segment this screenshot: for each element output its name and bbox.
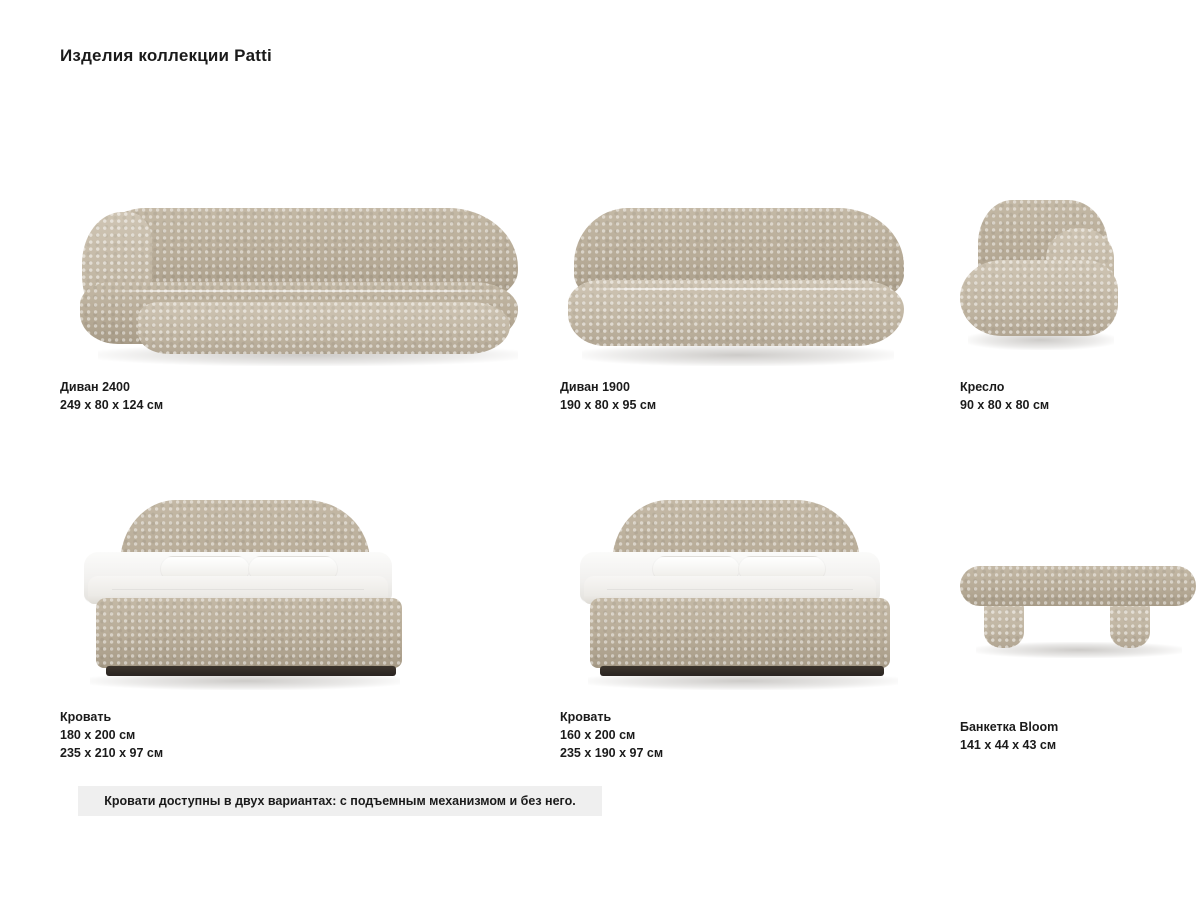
- product-dimensions: 90 x 80 x 80 см: [960, 398, 1050, 412]
- product-dimensions: 160 x 200 см: [560, 728, 636, 742]
- product-card-bench-bloom: [960, 480, 1140, 762]
- note-text: Кровати доступны в двух вариантах: с подъемным механизмом и без него.: [104, 794, 576, 808]
- sofa-1900-illustration: [560, 170, 960, 370]
- floor-shadow: [582, 344, 894, 366]
- product-card-sofa-1900: [560, 170, 960, 414]
- product-caption: [960, 378, 1140, 414]
- product-caption: [960, 718, 1140, 754]
- product-name: Кровать: [560, 710, 612, 724]
- bed-base: [590, 598, 890, 668]
- product-card-bed-180: [60, 480, 560, 762]
- product-name: Банкетка Bloom: [960, 720, 1059, 734]
- product-name: Кровать: [60, 710, 112, 724]
- product-row-beds: [60, 480, 1140, 762]
- bed-plinth: [600, 666, 884, 676]
- product-row-upholstery: [60, 170, 1140, 414]
- product-name: Диван 1900: [560, 380, 630, 394]
- product-dimensions-overall: 235 x 190 x 97 см: [560, 746, 664, 760]
- bed-base: [96, 598, 402, 668]
- product-dimensions: 180 x 200 см: [60, 728, 136, 742]
- product-caption: [560, 378, 960, 414]
- sofa-2400-illustration: [60, 170, 560, 370]
- product-name: Кресло: [960, 380, 1005, 394]
- product-dimensions: 190 x 80 x 95 см: [560, 398, 657, 412]
- product-dimensions: 249 x 80 x 124 см: [60, 398, 164, 412]
- bed-180-illustration: [60, 480, 560, 700]
- product-caption: [560, 708, 960, 762]
- product-dimensions: 141 x 44 x 43 см: [960, 738, 1057, 752]
- product-caption: [60, 708, 560, 762]
- sofa-seat-cushion: [138, 302, 510, 354]
- product-card-armchair: [960, 170, 1140, 414]
- bench-seat: [960, 566, 1196, 606]
- chair-seat: [960, 260, 1118, 336]
- product-caption: [60, 378, 560, 414]
- product-card-bed-160: [560, 480, 960, 762]
- page-title: Изделия коллекции Patti: [60, 46, 272, 65]
- armchair-illustration: [960, 170, 1140, 370]
- bed-plinth: [106, 666, 396, 676]
- bed-160-illustration: [560, 480, 960, 700]
- sofa-seam: [108, 290, 510, 292]
- bench-bloom-illustration: [960, 480, 1140, 700]
- product-name: Диван 2400: [60, 380, 130, 394]
- product-card-sofa-2400: [60, 170, 560, 414]
- product-dimensions-overall: 235 x 210 x 97 см: [60, 746, 164, 760]
- beds-availability-note: [78, 786, 602, 816]
- sofa-seam: [592, 288, 890, 290]
